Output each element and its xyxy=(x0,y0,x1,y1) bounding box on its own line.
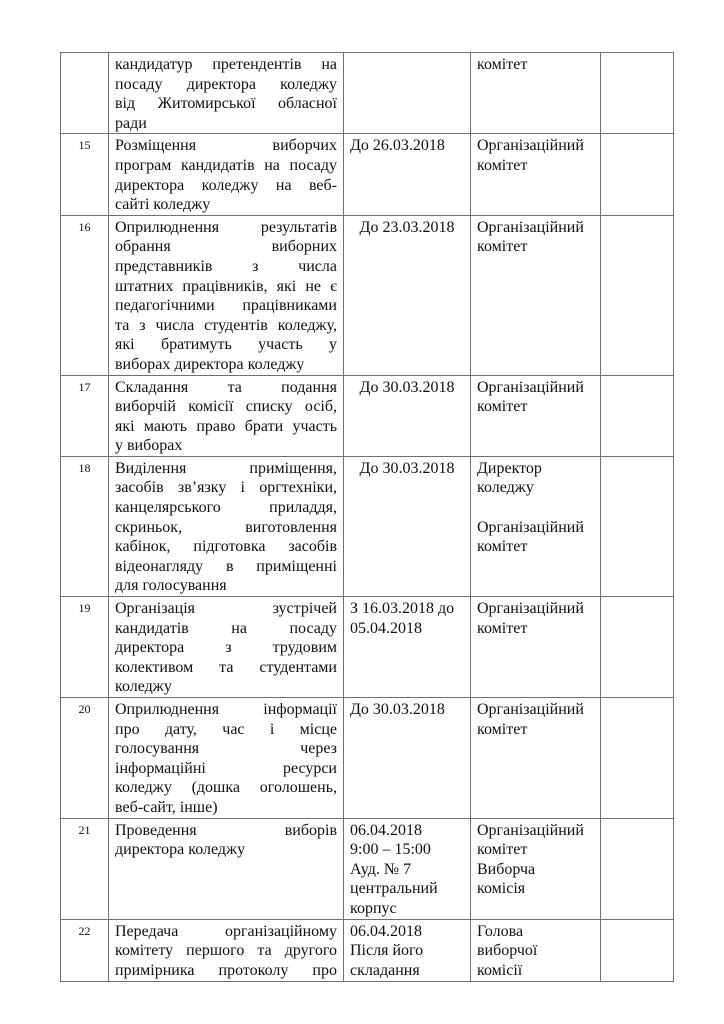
activity-line: посаду директора коледжу xyxy=(115,75,337,93)
deadline-line: З 16.03.2018 до xyxy=(350,600,455,618)
row-number xyxy=(61,53,109,134)
activity-line: для голосування xyxy=(115,577,227,595)
activity-line: директора коледжу xyxy=(115,841,246,859)
activity-line: інформаційні ресурси xyxy=(115,759,337,777)
activity-line: директора з трудовим xyxy=(115,639,337,657)
row-number: 21 xyxy=(61,818,109,919)
activity-line: обрання виборних xyxy=(115,238,337,256)
deadline-line: До 30.03.2018 xyxy=(350,701,445,718)
table-row xyxy=(61,53,674,134)
responsible-line: Організаційний xyxy=(477,701,584,718)
deadline-cell xyxy=(344,818,471,919)
deadline-line: До 30.03.2018 xyxy=(359,459,455,477)
responsible-cell xyxy=(471,919,601,981)
activity-line: від Житомирської обласної xyxy=(115,95,337,113)
responsible-line: комітет xyxy=(477,238,528,256)
activity-line: педагогічними працівниками xyxy=(115,297,337,315)
activity-line: представників з числа xyxy=(115,257,337,275)
responsible-line: комітет xyxy=(477,720,528,738)
activity-line: у виборах xyxy=(115,437,183,455)
responsible-line: виборчої xyxy=(477,942,538,960)
deadline-cell xyxy=(344,597,471,698)
activity-line: Складання та подання xyxy=(115,378,337,396)
activity-line: штатних працівників, які не є xyxy=(115,277,337,295)
note-cell xyxy=(601,375,674,456)
row-number: 18 xyxy=(61,456,109,596)
note-cell xyxy=(601,818,674,919)
note-cell xyxy=(601,53,674,134)
activity-cell xyxy=(109,818,344,919)
activity-line: кандидатур претендентів на xyxy=(115,56,337,73)
deadline-line: До 26.03.2018 xyxy=(350,137,445,155)
deadline-line: 05.04.2018 xyxy=(350,619,422,637)
activity-line: програм кандидатів на посаду xyxy=(115,156,337,174)
activity-line: директора коледжу на веб- xyxy=(115,176,337,194)
row-number: 22 xyxy=(61,919,109,981)
activity-cell xyxy=(109,215,344,375)
deadline-cell xyxy=(344,375,471,456)
responsible-line: комітет xyxy=(477,619,528,637)
note-cell xyxy=(601,597,674,698)
activity-cell xyxy=(109,698,344,819)
responsible-cell xyxy=(471,134,601,215)
row-number: 16 xyxy=(61,215,109,375)
note-cell xyxy=(601,215,674,375)
deadline-line: До 23.03.2018 xyxy=(359,218,455,236)
activity-line: Оприлюднення результатів xyxy=(115,218,337,236)
responsible-line: комітет xyxy=(477,398,528,416)
activity-line: виборчій комісії списку осіб, xyxy=(115,398,337,416)
deadline-cell xyxy=(344,919,471,981)
activity-line: Виділення приміщення, xyxy=(115,459,337,477)
responsible-line: комісія xyxy=(477,880,526,898)
row-number: 15 xyxy=(61,134,109,215)
election-schedule-table xyxy=(60,52,674,982)
activity-line: Оприлюднення інформації xyxy=(115,701,337,718)
responsible-cell xyxy=(471,53,601,134)
table-row xyxy=(61,375,674,456)
responsible-line: Організаційний xyxy=(477,137,584,155)
responsible-line: Виборча xyxy=(477,860,536,878)
deadline-cell xyxy=(344,53,471,134)
deadline-cell xyxy=(344,215,471,375)
activity-line: виборах директора коледжу xyxy=(115,355,305,373)
table-row xyxy=(61,456,674,596)
table-row xyxy=(61,215,674,375)
table-row xyxy=(61,698,674,819)
responsible-cell xyxy=(471,456,601,596)
activity-line: комітету першого та другого xyxy=(115,942,337,960)
activity-line: канцелярського приладдя, xyxy=(115,499,337,517)
responsible-line: Організаційний xyxy=(477,600,584,618)
responsible-line: Організаційний xyxy=(477,518,584,536)
deadline-line: центральний xyxy=(350,880,438,898)
deadline-line: 06.04.2018 xyxy=(350,922,422,940)
activity-cell xyxy=(109,134,344,215)
note-cell xyxy=(601,919,674,981)
activity-line: та з числа студентів коледжу, xyxy=(115,316,337,334)
deadline-line: 06.04.2018 xyxy=(350,821,422,839)
row-number: 19 xyxy=(61,597,109,698)
responsible-cell xyxy=(471,818,601,919)
activity-line: скриньок, виготовлення xyxy=(115,518,337,536)
activity-line: веб-сайт, інше) xyxy=(115,798,218,816)
note-cell xyxy=(601,134,674,215)
activity-cell xyxy=(109,375,344,456)
responsible-line: Голова xyxy=(477,922,524,940)
deadline-cell xyxy=(344,456,471,596)
responsible-line: Організаційний xyxy=(477,218,584,236)
activity-cell xyxy=(109,53,344,134)
note-cell xyxy=(601,456,674,596)
responsible-line: комітет xyxy=(477,156,528,174)
activity-line: відеонагляду в приміщенні xyxy=(115,557,337,575)
row-number: 20 xyxy=(61,698,109,819)
activity-line: Організація зустрічей xyxy=(115,600,337,618)
table-row xyxy=(61,919,674,981)
responsible-line: Директор xyxy=(477,459,542,477)
activity-line: кабінок, підготовка засобів xyxy=(115,538,337,556)
activity-line: засобів зв’язку і оргтехніки, xyxy=(115,479,337,497)
activity-cell xyxy=(109,456,344,596)
activity-line: коледжу (дошка оголошень, xyxy=(115,779,337,797)
activity-line: колективом та студентами xyxy=(115,658,337,676)
deadline-line: корпус xyxy=(350,899,397,917)
responsible-line: комітет xyxy=(477,841,528,859)
responsible-cell xyxy=(471,215,601,375)
activity-line: Передача організаційному xyxy=(115,922,337,940)
activity-line: примірника протоколу про xyxy=(115,961,337,979)
activity-line: про дату, час і місце xyxy=(115,720,337,738)
deadline-cell xyxy=(344,134,471,215)
activity-line: Проведення виборів xyxy=(115,821,337,839)
activity-line: які мають право брати участь xyxy=(115,417,337,435)
table-row xyxy=(61,818,674,919)
responsible-line: комітет xyxy=(477,56,528,73)
activity-line: які братимуть участь у xyxy=(115,336,337,354)
activity-line: сайті коледжу xyxy=(115,196,211,214)
responsible-line: коледжу xyxy=(477,479,534,497)
activity-cell xyxy=(109,597,344,698)
note-cell xyxy=(601,698,674,819)
deadline-line: 9:00 – 15:00 xyxy=(350,841,431,859)
responsible-cell xyxy=(471,597,601,698)
deadline-cell xyxy=(344,698,471,819)
activity-line: голосування через xyxy=(115,740,337,758)
responsible-cell xyxy=(471,375,601,456)
deadline-line: Після його xyxy=(350,942,424,960)
responsible-line: Організаційний xyxy=(477,378,584,396)
responsible-cell xyxy=(471,698,601,819)
table-row xyxy=(61,134,674,215)
deadline-line: складання xyxy=(350,961,420,979)
activity-line: кандидатів на посаду xyxy=(115,619,337,637)
activity-line: коледжу xyxy=(115,678,172,696)
responsible-line: комітет xyxy=(477,538,528,556)
deadline-line: Ауд. № 7 xyxy=(350,860,412,878)
responsible-line: Організаційний xyxy=(477,821,584,839)
activity-cell xyxy=(109,919,344,981)
row-number: 17 xyxy=(61,375,109,456)
activity-line: ради xyxy=(115,114,147,132)
responsible-line: комісії xyxy=(477,961,523,979)
activity-line: Розміщення виборчих xyxy=(115,137,337,155)
table-row xyxy=(61,597,674,698)
spacer xyxy=(477,498,594,518)
deadline-line: До 30.03.2018 xyxy=(359,378,455,396)
